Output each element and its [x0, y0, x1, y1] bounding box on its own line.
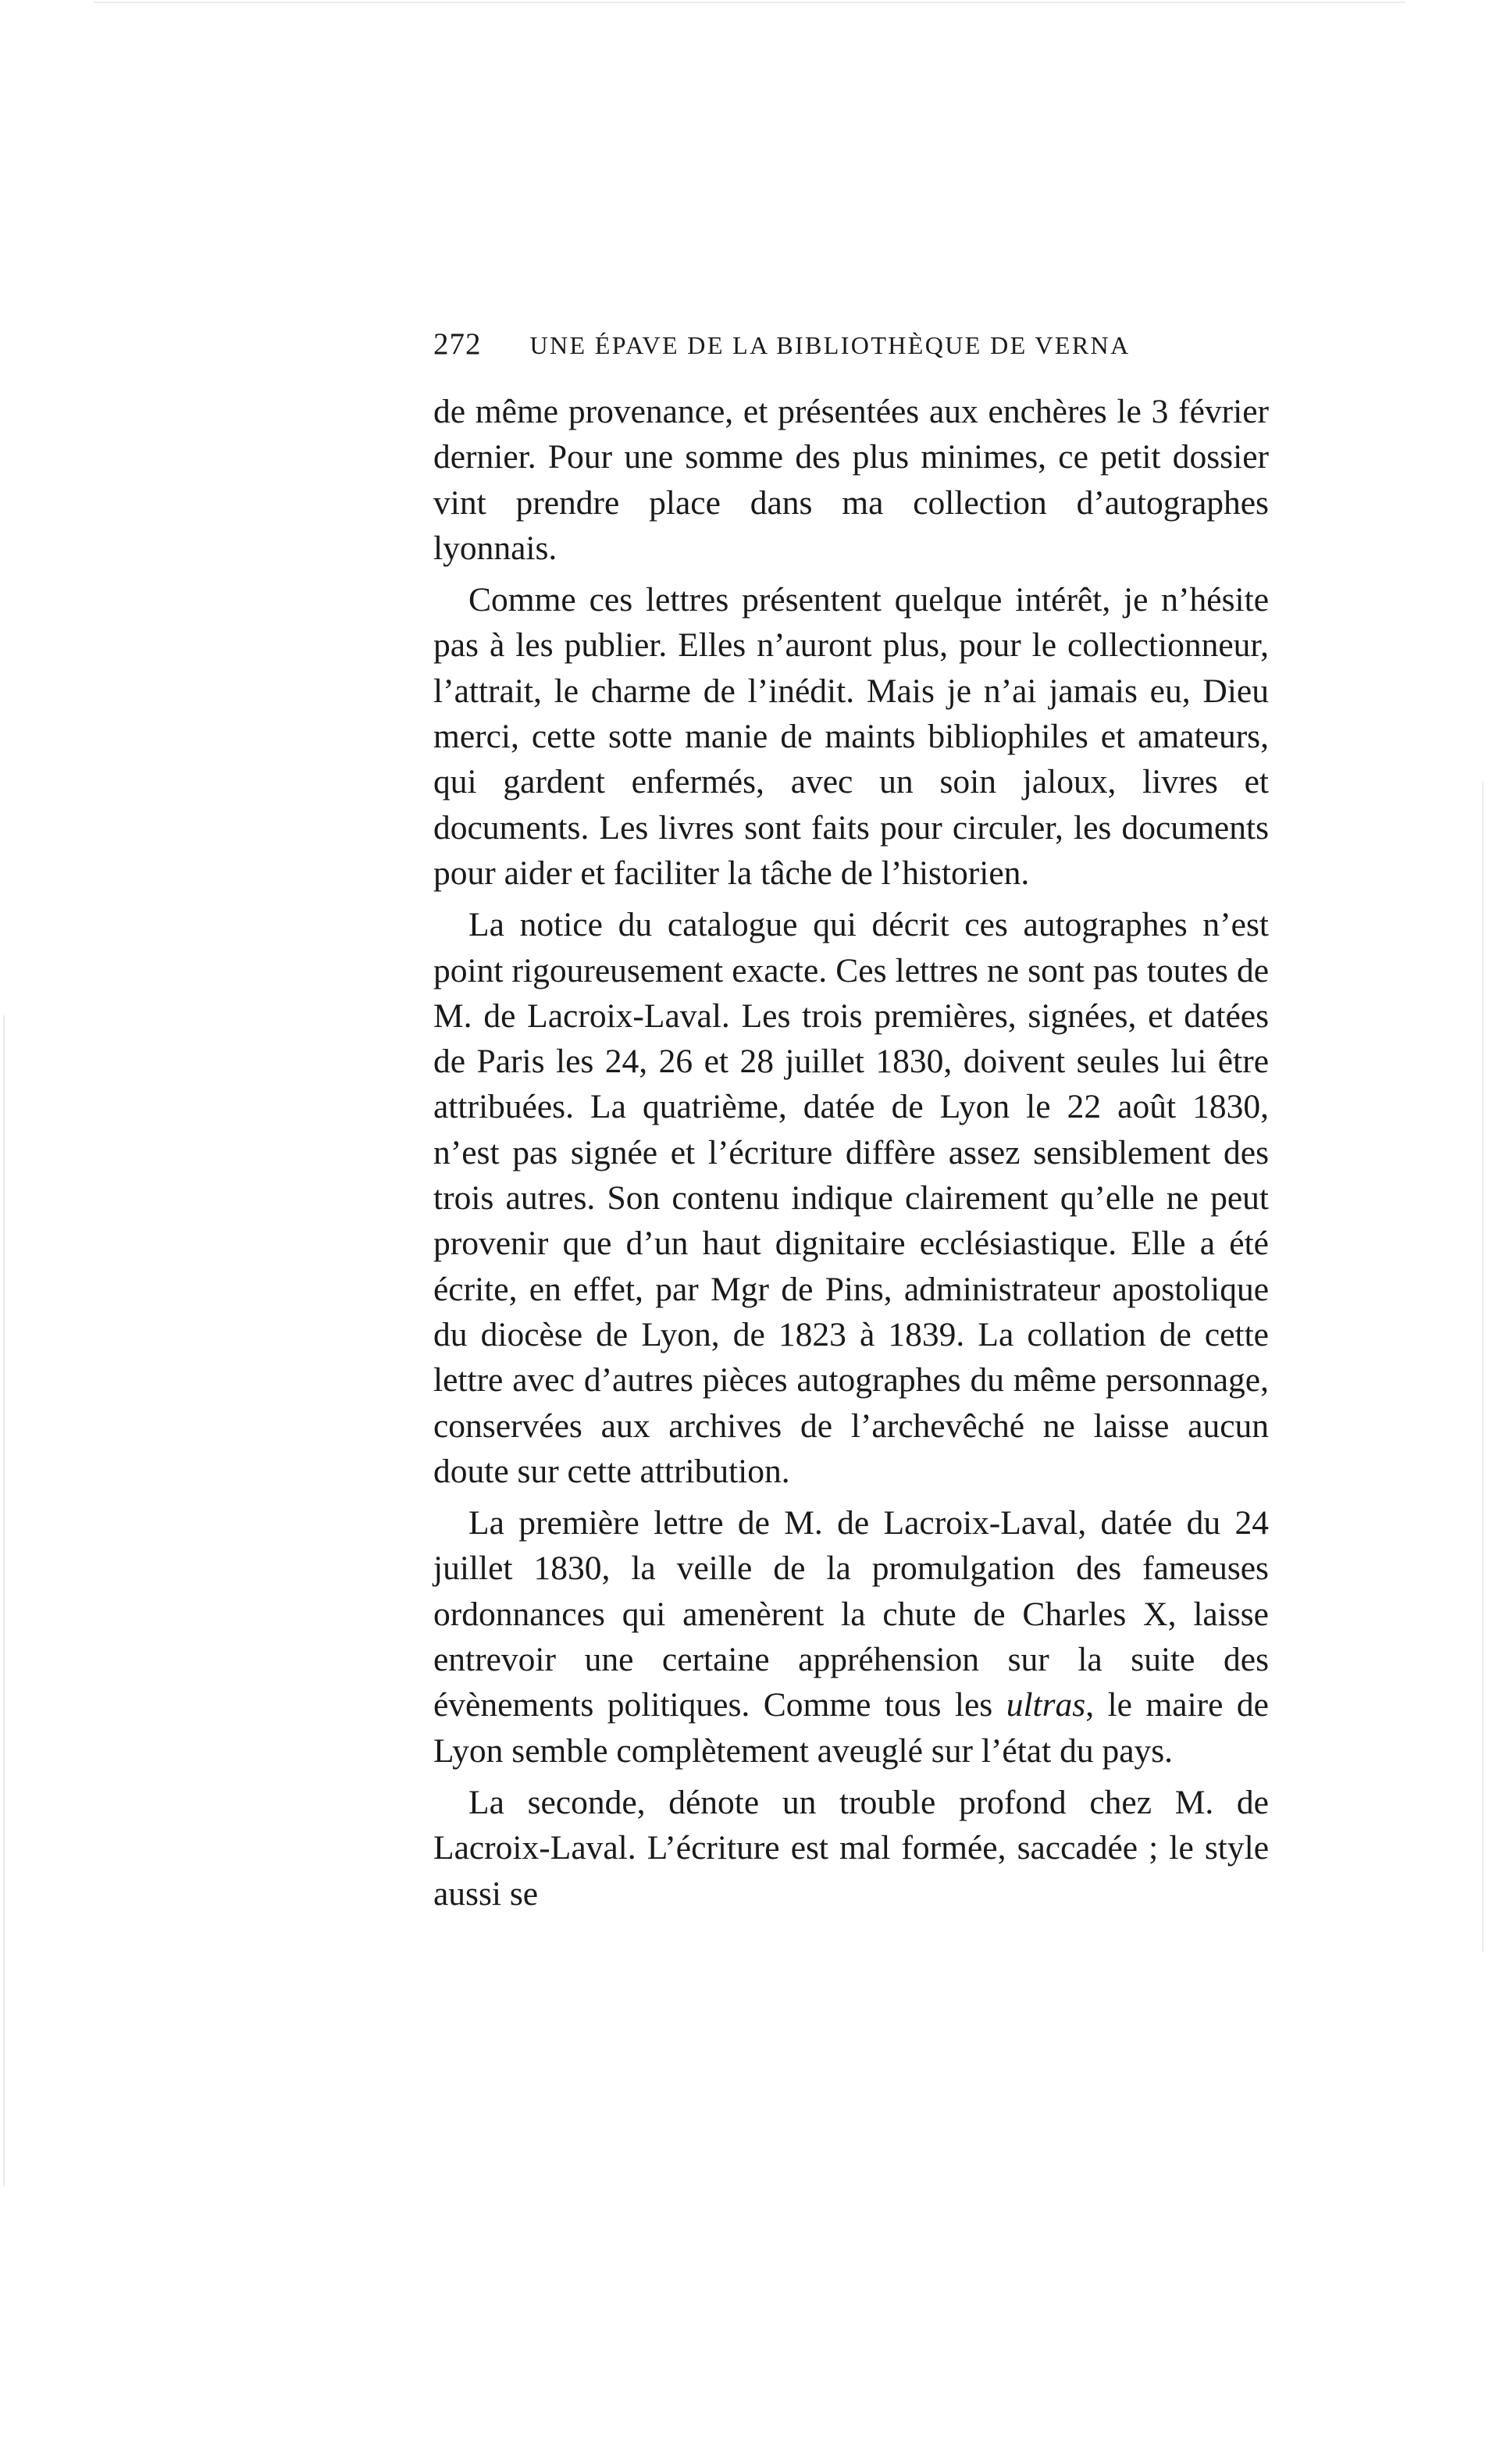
paragraph: Comme ces lettres présentent quelque intérêt, je n’hésite pas à les publier. Elles n’auront plus, pour le collectionneur, l’attrait, le charme de l’inédit. Mais je n’ai jamais eu, Dieu merci, cette sotte manie de maints bibliophiles et amateurs, qui gardent enfermés, avec un soin jaloux, livres et documents. Les livres sont faits pour circuler, les documents pour aider et faciliter la tâche de l’historien.: [433, 581, 1269, 892]
paragraph-text: La première lettre de M. de Lacroix-Laval, datée du 24 juillet 1830, la veille de la promulgation des fameuses ordonnances qui amenèrent la chute de Charles X, laisse entrevoir une certaine appréhension sur la suite des évènements politiques. Comme tous les: [433, 1504, 1269, 1724]
page-number: 272: [433, 327, 482, 361]
running-title: UNE ÉPAVE DE LA BIBLIOTHÈQUE DE VERNA: [529, 331, 1131, 359]
body-text: [433, 389, 1269, 1917]
scan-edge-top: [94, 2, 1405, 3]
paragraph: La notice du catalogue qui décrit ces autographes n’est point rigoureusement exacte. Ces lettres ne sont pas toutes de M. de Lacroix-Laval. Les trois premières, signées, et datées de Paris les 24, 26 et 28 juillet 1830, doivent seules lui être attribuées. La quatrième, datée de Lyon le 22 août 1830, n’est pas signée et l’écriture diffère assez sensiblement des trois autres. Son contenu indique clairement qu’elle ne peut provenir que d’un haut dignitaire ecclésiastique. Elle a été écrite, en effet, par Mgr de Pins, administrateur apostolique du diocèse de Lyon, de 1823 à 1839. La collation de cette lettre avec d’autres pièces autographes du même personnage, conservées aux archives de l’archevêché ne laisse aucun doute sur cette attribution.: [433, 906, 1269, 1490]
running-head: [433, 326, 1269, 373]
paragraph-text: , le maire de Lyon semble complètement aveuglé sur l’état du pays.: [433, 1686, 1269, 1770]
paragraph: de même provenance, et présentées aux enchères le 3 février dernier. Pour une somme des plus minimes, ce petit dossier vint prendre place dans ma collection d’autographes lyonnais.: [433, 393, 1269, 567]
scan-edge-right: [1482, 781, 1484, 1952]
paragraph: La seconde, dénote un trouble profond chez M. de Lacroix-Laval. L’écriture est mal formée, saccadée ; le style aussi se: [433, 1783, 1269, 1913]
paragraph: [433, 1500, 1269, 1774]
italic-term: ultras: [1006, 1686, 1086, 1724]
scan-edge-left: [3, 1015, 5, 2187]
